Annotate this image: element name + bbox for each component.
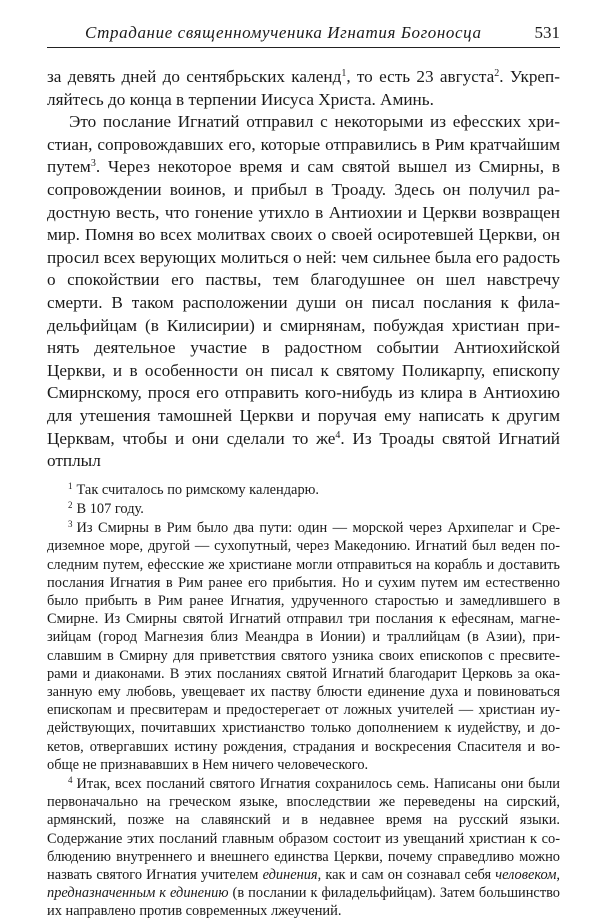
footnotes: [47, 481, 560, 921]
footnote-text: В 107 году.: [76, 500, 144, 517]
running-title: Страдание священномученика Игнатия Богоносца: [85, 23, 482, 42]
text-run: Это послание Игнатий отправил с некоторыми из ефесских христиан, сопровождавших его, которые отправились в Рим кратчайшим путем: [47, 112, 560, 177]
main-text: [47, 66, 560, 473]
footnote-mark: 1: [68, 480, 73, 491]
footnote-4: [47, 775, 560, 921]
text-run: , то есть 23 августа: [346, 67, 495, 86]
footnote-ref-4: 4: [335, 429, 341, 441]
book-page: [47, 22, 560, 922]
footnote-ref-1: 1: [341, 68, 347, 79]
footnote-mark: 2: [68, 499, 73, 510]
paragraph-2: [47, 111, 560, 473]
footnote-ref-3: 3: [90, 158, 96, 170]
footnote-2: [47, 500, 560, 518]
paragraph-1: [47, 66, 560, 111]
emphasis: единения: [262, 866, 318, 883]
footnote-mark: 3: [68, 519, 73, 530]
footnote-text: (в послании к филадельфийцам). Затем большинство их направлено против современных лжеучений.: [47, 885, 560, 920]
text-run: . Из Троады святой Игнатий отплыл: [47, 428, 561, 471]
text-run: . Укрепляйтесь до конца в терпении Иисуса Христа. Аминь.: [47, 67, 560, 109]
running-header: [47, 22, 560, 48]
text-run: . Через некоторое время и сам святой вышел из Смирны, в сопровождении воинов, и прибыл в Троаду. Здесь он получил радостную весть, что гонение утихло в Антиохии и Церкви возвращен мир. Помня во всех молитвах своих о своей осиротевшей Церкви, он просил всех верующих молиться о ней: чем сильнее была его радость о спокойствии его паствы, тем благодушнее он шел навстречу смерти. В таком расположении души он писал послания к филадельфийцам (в Килисирии) и смирнянам, побуждая христиан принять деятельное участие в радостном событии Антиохийской Церкви, и в особенности он писал к святому Поликарпу, епископу Смирнскому, прося его отправить кого-нибудь из клира в Антиохию для утешения тамошней Церкви и поручая ему написать к другим Церквам, чтобы и они сделали то же: [47, 157, 560, 448]
footnote-text: Из Смирны в Рим было два пути: один — морской через Архипелаг и Средиземное море, другой — сухопутный, через Македонию. Игнатий был веден последним путем, ефесские же христиане могли отправиться на корабль и доставить послания Игнатия в Рим ранее его прибытия. Но и сухим путем им естественно было прибыть в Рим ранее Игнатия, удрученного старостью и замедлившего в Смирне. Из Смирны святой Игнатий отправил три послания к ефесянам, магнезийцам (город Магнезия близ Меандра в Ионии) и траллийцам (в Азии), приславшим в Смирну для приветствия святого узника своих епископов с пресвитерами и диаконами. В этих посланиях святой Игнатий благодарит Церковь за оказанную ему любовь, увещевает их паству блюсти единение духа и повиноваться епископам и пресвитерам и предостерегает от ложных учителей — христиан иудействующих, почитавших христианство только дополнением к иудейству, и докетов, отвергавших истину рождения, страдания и воскресения Спасителя и вообще не признававших в Нем ничего человеческого.: [47, 520, 560, 773]
footnote-3: [47, 519, 560, 774]
footnote-ref-2: 2: [494, 68, 500, 79]
emphasis: человеком, предназначенным к единению: [47, 866, 560, 902]
page-number: 531: [534, 23, 560, 42]
footnote-mark: 4: [68, 774, 73, 785]
text-run: за девять дней до сентябрьских календ: [47, 67, 342, 86]
footnote-text: , как и сам он сознавал себя: [317, 866, 496, 883]
footnote-text: Так считалось по римскому календарю.: [76, 481, 319, 498]
footnote-1: [47, 481, 560, 499]
footnote-text: Итак, всех посланий святого Игнатия сохранилось семь. Написаны они были первоначально на греческом языке, впоследствии же переведены на сирский, армянский, позже на славянский и в недавнее время на русский языки. Содержание этих посланий главным образом состоит из увещаний христиан к соблюдению внутреннего и внешнего единства Церкви, почему справедливо можно назвать святого Игнатия учителем: [47, 775, 560, 883]
